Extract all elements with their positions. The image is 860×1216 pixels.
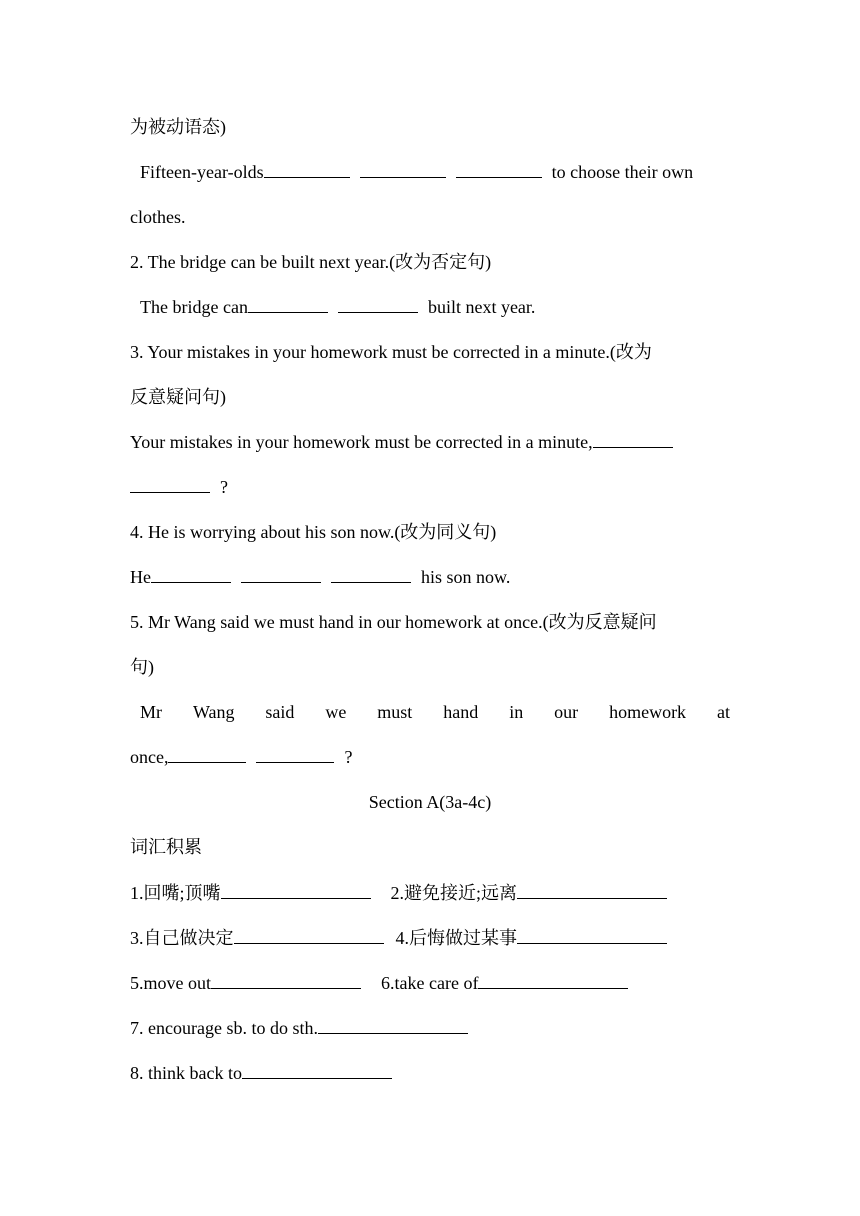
question-line: 4. He is worrying about his son now.(改为同义句) xyxy=(130,522,497,542)
vocab-row xyxy=(130,923,730,953)
question-line: 3. Your mistakes in your homework must be corrected in a minute.(改为 xyxy=(130,342,652,362)
word: we xyxy=(325,702,347,722)
answer-blank[interactable] xyxy=(256,743,334,763)
answer-blank[interactable] xyxy=(331,563,411,583)
section-title: Section A(3a-4c) xyxy=(368,792,492,812)
word: Wang xyxy=(192,702,235,722)
word: homework xyxy=(609,702,687,722)
vocab-prompt: 8. think back to xyxy=(130,1063,242,1083)
answer-blank[interactable] xyxy=(456,158,542,178)
sentence-end: built next year. xyxy=(427,297,536,317)
answer-blank[interactable] xyxy=(221,879,371,899)
vocab-row xyxy=(130,1013,730,1043)
text-line: 反意疑问句) xyxy=(130,387,226,407)
sentence-start: once, xyxy=(130,747,169,767)
answer-blank[interactable] xyxy=(517,879,667,899)
answer-blank[interactable] xyxy=(241,563,321,583)
fill-in-line xyxy=(140,292,730,322)
answer-blank[interactable] xyxy=(517,924,667,944)
vocab-row xyxy=(130,878,730,908)
answer-blank[interactable] xyxy=(318,1014,468,1034)
word: our xyxy=(554,702,579,722)
vocab-prompt: 5.move out xyxy=(130,973,211,993)
vocab-row xyxy=(130,968,730,998)
fill-in-line xyxy=(130,562,730,592)
vocab-prompt: 2.避免接近;远离 xyxy=(390,883,518,903)
sentence-end: ? xyxy=(344,747,353,767)
sentence-start: Fifteen-year-olds xyxy=(140,162,264,182)
answer-blank[interactable] xyxy=(168,743,246,763)
word: Mr xyxy=(140,702,162,722)
question-line: 5. Mr Wang said we must hand in our homework at once.(改为反意疑问 xyxy=(130,612,657,632)
word: must xyxy=(377,702,413,722)
answer-blank[interactable] xyxy=(248,293,328,313)
vocab-prompt: 1.回嘴;顶嘴 xyxy=(130,883,221,903)
answer-blank[interactable] xyxy=(151,563,231,583)
vocab-prompt: 4.后悔做过某事 xyxy=(395,928,517,948)
answer-blank[interactable] xyxy=(242,1059,392,1079)
word: said xyxy=(265,702,295,722)
sentence-start: He xyxy=(130,567,151,587)
vocab-heading: 词汇积累 xyxy=(130,837,202,857)
fill-in-line xyxy=(130,742,730,772)
answer-blank[interactable] xyxy=(130,473,210,493)
text-line: clothes. xyxy=(130,207,186,227)
word: at xyxy=(717,702,730,722)
answer-blank[interactable] xyxy=(360,158,446,178)
vocab-prompt: 7. encourage sb. to do sth. xyxy=(130,1018,318,1038)
sentence-end: ? xyxy=(220,477,228,497)
question-line: 2. The bridge can be built next year.(改为否定句) xyxy=(130,252,492,272)
fill-in-line xyxy=(140,157,730,187)
vocab-prompt: 6.take care of xyxy=(381,973,479,993)
text-line: 句) xyxy=(130,657,154,677)
answer-blank[interactable] xyxy=(478,969,628,989)
fill-in-line xyxy=(130,472,730,502)
vocab-row xyxy=(130,1058,730,1088)
vocab-prompt: 3.自己做决定 xyxy=(130,928,234,948)
fill-in-line xyxy=(130,427,730,457)
justified-line xyxy=(140,697,730,727)
sentence-start: The bridge can xyxy=(140,297,248,317)
sentence-start: Your mistakes in your homework must be corrected in a minute, xyxy=(130,432,593,452)
answer-blank[interactable] xyxy=(264,158,350,178)
word: hand xyxy=(443,702,479,722)
answer-blank[interactable] xyxy=(211,969,361,989)
answer-blank[interactable] xyxy=(234,924,384,944)
answer-blank[interactable] xyxy=(338,293,418,313)
sentence-end: his son now. xyxy=(421,567,511,587)
answer-blank[interactable] xyxy=(593,428,673,448)
sentence-end: to choose their own xyxy=(551,162,694,182)
text-line: 为被动语态) xyxy=(130,117,226,137)
word: in xyxy=(509,702,524,722)
